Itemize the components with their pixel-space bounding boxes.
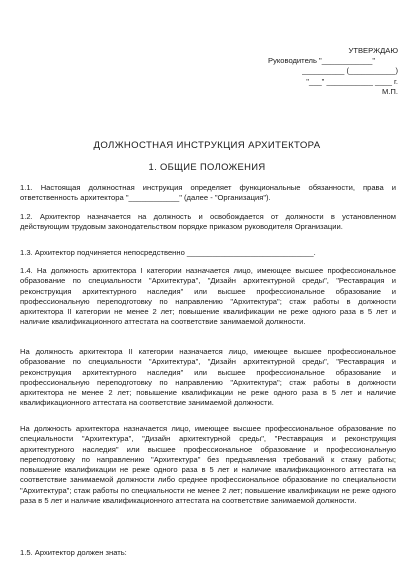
section-title: 1. ОБЩИЕ ПОЛОЖЕНИЯ — [148, 161, 266, 172]
paragraph-1-3: 1.3. Архитектор подчиняется непосредственно ______________________________. — [20, 248, 316, 257]
approval-signature-line: __________ (___________) — [302, 66, 398, 76]
approval-date-line: "___" ___________ ____ г. — [306, 76, 398, 86]
paragraph-1-5: 1.5. Архитектор должен знать: — [20, 548, 127, 557]
paragraph-category-2: На должность архитектора II категории назначается лицо, имеющее высшее профессиональное образование по специальности "Архитектура", "Дизайн архитектурной среды", "Реставрация и реконструкция архитектурного наследия" или высшее профессиональное образование и профессиональную переподготовку по направлению "Архитектура"; стаж работы в должности архитектора не менее 2 лет; повышение квалификации не реже одного раза в 5 лет и наличие квалификационного аттестата на соответствие занимаемой должности. — [20, 347, 396, 408]
approval-seal-mark: М.П. — [381, 86, 398, 96]
approval-block — [268, 46, 398, 97]
approval-director-line: Руководитель "____________" — [268, 56, 376, 66]
approval-heading: УТВЕРЖДАЮ — [348, 46, 398, 55]
paragraph-architect: На должность архитектора назначается лицо, имеющее высшее профессиональное образование по специальности "Архитектура", "Дизайн архитектурной среды", "Реставрация и реконструкция архитектурного наследия" или высшее профессиональное образование и профессиональную переподготовку по направлению "Архитектура" без предъявления требований к стажу работы; повышение квалификации не реже одного раза в 5 лет и наличие квалификационного аттестата на соответствие занимаемой должности либо среднее профессиональное образование по специальности "Архитектура"; стаж работы по специальности не менее 2 лет; повышение квалификации не реже одного раза в 5 лет и наличие квалификационного аттестата на соответствие занимаемой должности. — [20, 424, 396, 505]
document-title: ДОЛЖНОСТНАЯ ИНСТРУКЦИЯ АРХИТЕКТОРА — [93, 140, 321, 151]
paragraph-1-1: 1.1. Настоящая должностная инструкция определяет функциональные обязанности, права и ответственность архитектора "____________" (далее - "Организация"). — [20, 183, 396, 203]
paragraph-1-2: 1.2. Архитектор назначается на должность и освобождается от должности в установленном действующим трудовым законодательством порядке приказом руководителя Организации. — [20, 212, 396, 232]
paragraph-1-4: 1.4. На должность архитектора I категории назначается лицо, имеющее высшее профессиональное образование по специальности "Архитектура", "Дизайн архитектурной среды", "Реставрация и реконструкция архитектурного наследия" или высшее профессиональное образование и профессиональную переподготовку по направлению "Архитектура"; стаж работы в должности архитектора II категории не менее 2 лет; повышение квалификации не реже одного раза в 5 лет и наличие квалификационного аттестата на соответствие занимаемой должности. — [20, 266, 396, 327]
